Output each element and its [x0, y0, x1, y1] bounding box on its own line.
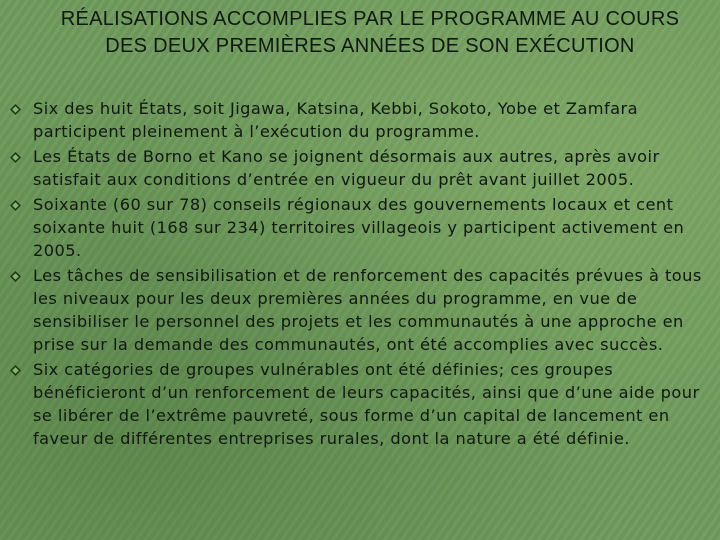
diamond-bullet-icon [10, 271, 21, 282]
bullet-text: Six catégories de groupes vulnérables ont été définies; ces groupes bénéficieront d’un renforcement de leurs capacités, ainsi que d’une aide pour se libérer de l’extrême pauvreté, sous forme d’un capital de lancement en faveur de différentes entreprises rurales, dont la nature a été définie. [33, 360, 700, 448]
bullet-list [10, 97, 710, 452]
bullet-item [10, 193, 710, 262]
slide-title: RÉALISATIONS ACCOMPLIES PAR LE PROGRAMME AU COURS DES DEUX PREMIÈRES ANNÉES DE SON EXÉCUTION [60, 8, 680, 57]
bullet-item [10, 97, 710, 143]
bullet-item [10, 145, 710, 191]
diamond-bullet-icon [10, 365, 21, 376]
bullet-item [10, 264, 710, 356]
diamond-bullet-icon [10, 104, 21, 115]
diamond-bullet-icon [10, 152, 21, 163]
bullet-item [10, 358, 710, 450]
bullet-text: Six des huit États, soit Jigawa, Katsina, Kebbi, Sokoto, Yobe et Zamfara participent pleinement à l’exécution du programme. [33, 99, 638, 141]
bullet-text: Soixante (60 sur 78) conseils régionaux des gouvernements locaux et cent soixante huit (168 sur 234) territoires villageois y participent activement en 2005. [33, 195, 685, 260]
bullet-text: Les États de Borno et Kano se joignent désormais aux autres, après avoir satisfait aux conditions d’entrée en vigueur du prêt avant juillet 2005. [33, 147, 660, 189]
diamond-bullet-icon [10, 200, 21, 211]
bullet-text: Les tâches de sensibilisation et de renforcement des capacités prévues à tous les niveaux pour les deux premières années du programme, en vue de sensibiliser le personnel des projets et les communautés à une approche en prise sur la demande des communautés, ont été accomplies avec succès. [33, 266, 702, 354]
